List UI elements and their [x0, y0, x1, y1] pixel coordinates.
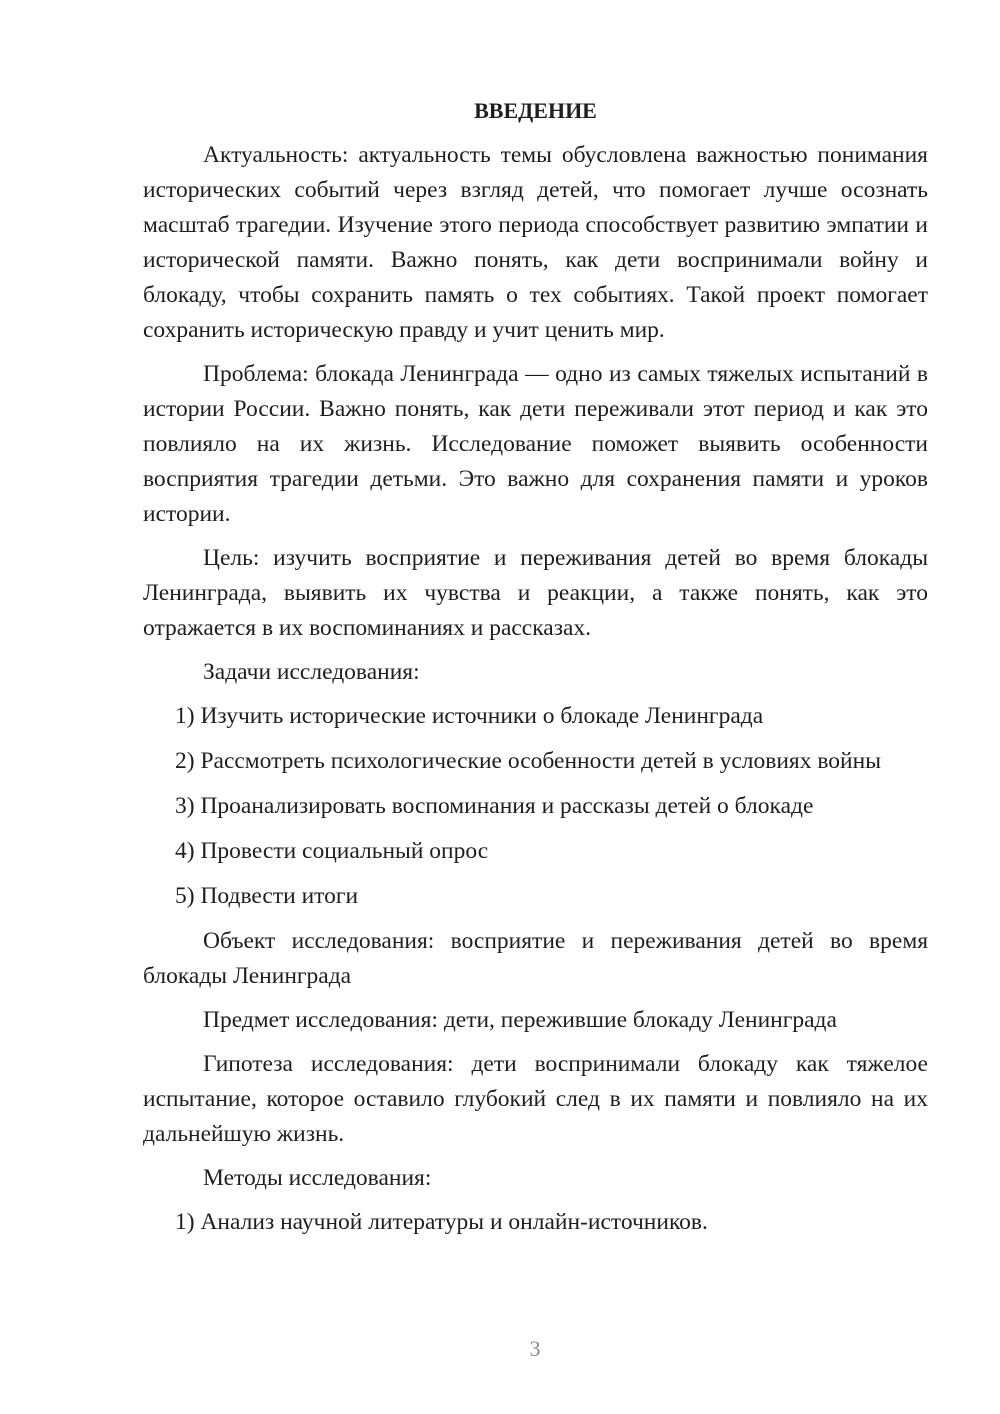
page-content: [143, 96, 928, 1250]
tasks-heading: Задачи исследования:: [203, 659, 420, 685]
method-item: 1) Анализ научной литературы и онлайн-источников.: [175, 1209, 708, 1235]
section-heading: ВВЕДЕНИЕ: [474, 98, 597, 123]
task-item: 4) Провести социальный опрос: [175, 838, 489, 864]
goal-paragraph: Цель: изучить восприятие и переживания детей во время блокады Ленинграда, выявить их чувства и реакции, а также понять, как это отражается в их воспоминаниях и рассказах.: [143, 545, 928, 641]
page-number: 3: [529, 1336, 541, 1361]
methods-heading: Методы исследования:: [203, 1165, 432, 1191]
object-paragraph: Объект исследования: восприятие и переживания детей во время блокады Ленинграда: [143, 928, 928, 989]
task-item: 1) Изучить исторические источники о блокаде Ленинграда: [175, 703, 764, 729]
task-item: 2) Рассмотреть психологические особенности детей в условиях войны: [175, 748, 881, 774]
problem-paragraph: Проблема: блокада Ленинграда — одно из самых тяжелых испытаний в истории России. Важно понять, как дети переживали этот период и как это повлияло на их жизнь. Исследование поможет выявить особенности восприятия трагедии детьми. Это важно для сохранения памяти и уроков истории.: [143, 361, 928, 527]
subject-paragraph: Предмет исследования: дети, пережившие блокаду Ленинграда: [203, 1007, 837, 1033]
hypothesis-paragraph: Гипотеза исследования: дети воспринимали блокаду как тяжелое испытание, которое оставило глубокий след в их памяти и повлияло на их дальнейшую жизнь.: [143, 1051, 928, 1147]
relevance-paragraph: Актуальность: актуальность темы обусловлена важностью понимания исторических событий через взгляд детей, что помогает лучше осознать масштаб трагедии. Изучение этого периода способствует развитию эмпатии и исторической памяти. Важно понять, как дети воспринимали войну и блокаду, чтобы сохранить память о тех событиях. Такой проект помогает сохранить историческую правду и учит ценить мир.: [143, 142, 928, 343]
task-item: 3) Проанализировать воспоминания и рассказы детей о блокаде: [175, 793, 814, 819]
task-item: 5) Подвести итоги: [175, 883, 359, 909]
